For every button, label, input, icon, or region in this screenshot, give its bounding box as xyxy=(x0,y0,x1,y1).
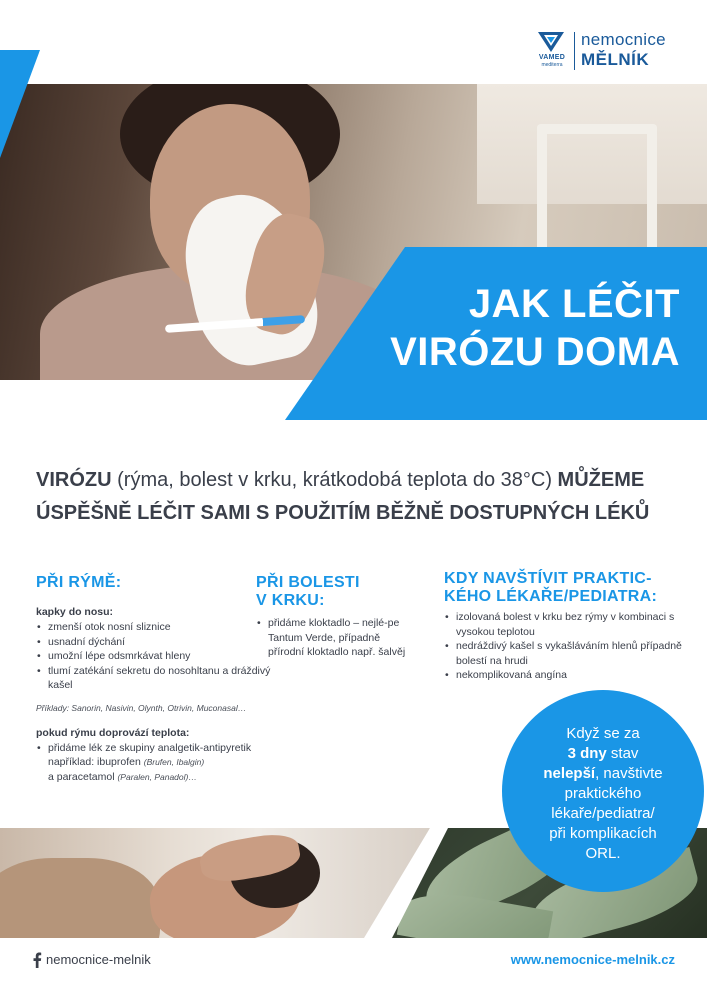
intro-bold-1: VIRÓZU xyxy=(36,469,112,491)
visit-doctor-list xyxy=(444,610,684,683)
list-item: • tlumí zatékání sekretu do nosohltanu a dráždivý kašel xyxy=(36,664,276,693)
nose-drops-list xyxy=(36,620,276,693)
fever-line-c-note: (Paralen, Panadol)… xyxy=(117,771,197,782)
list-item: • nekomplikovaná angína xyxy=(444,668,684,683)
vamed-logo-icon xyxy=(538,32,564,54)
list-item: • izolovaná bolest v krku bez rýmy v kombinaci s vysokou teplotou xyxy=(444,610,684,639)
hero-background-chair xyxy=(537,124,657,254)
page-title-line2: VIRÓZU DOMA xyxy=(390,330,680,374)
photo-blanket xyxy=(0,858,160,938)
callout-line3-rest: , navštivte xyxy=(595,765,663,782)
hospital-logo xyxy=(534,30,684,74)
callout-days: 3 dny xyxy=(567,745,607,762)
logo-brand-sub: mediterra xyxy=(541,62,563,68)
intro-normal: (rýma, bolest v krku, krátkodobá teplota do 38°C) xyxy=(111,469,558,491)
facebook-icon[interactable] xyxy=(32,952,42,968)
list-item: • usnadní dýchání xyxy=(36,635,276,650)
fever-list xyxy=(36,741,276,785)
callout-line4: praktického xyxy=(564,785,642,802)
page-title xyxy=(360,280,680,376)
intro-bold-2: MŮŽEME ÚSPĚŠNĚ LÉČIT SAMI S POUŽITÍM BĚŽNĚ DOSTUPNÝCH LÉKŮ xyxy=(36,469,650,524)
logo-divider xyxy=(574,32,575,70)
list-item: • umožní lépe odsmrkávat hleny xyxy=(36,649,276,664)
fever-subheading: pokud rýmu doprovází teplota: xyxy=(36,726,190,739)
section-heading-sore-throat xyxy=(256,574,416,610)
logo-brand: VAMED xyxy=(538,54,566,61)
examples-note: Příklady: Sanorin, Nasivin, Olynth, Otrivin, Muconasal… xyxy=(36,702,247,713)
heading-line1: KDY NAVŠTÍVIT PRAKTIC- xyxy=(444,570,652,587)
list-item: • zmenší otok nosní sliznice xyxy=(36,620,276,635)
list-item xyxy=(36,741,276,785)
list-item: • přidáme kloktadlo – nejlé-pe Tantum Verde, případně přírodní kloktadlo např. šalvěj xyxy=(256,616,416,660)
column-when-visit-doctor xyxy=(444,570,684,683)
callout-line5: lékaře/pediatra/ xyxy=(551,805,655,822)
callout-line7: ORL. xyxy=(585,845,621,862)
column-runny-nose xyxy=(36,574,276,784)
heading-line2: KÉHO LÉKAŘE/PEDIATRA: xyxy=(444,588,658,605)
fever-line-a: přidáme lék ze skupiny analgetik-antipyretik xyxy=(48,741,252,754)
callout-not-better: nelepší xyxy=(543,765,596,782)
logo-line1: nemocnice xyxy=(581,30,666,49)
callout-line3 xyxy=(514,764,692,784)
sore-throat-list xyxy=(256,616,416,660)
website-link[interactable]: www.nemocnice-melnik.cz xyxy=(510,952,675,967)
intro-text xyxy=(36,464,676,530)
section-heading-runny-nose: PŘI RÝMĚ: xyxy=(36,574,122,591)
list-item: • nedráždivý kašel s vykašláváním hlenů případně bolestí na hrudi xyxy=(444,639,684,668)
column-sore-throat xyxy=(256,574,416,660)
callout-line2-rest: stav xyxy=(606,745,639,762)
nose-drops-subheading: kapky do nosu: xyxy=(36,606,114,618)
fever-line-c: a paracetamol xyxy=(48,770,118,783)
page-title-line1: JAK LÉČIT xyxy=(468,282,680,326)
callout-text xyxy=(514,724,692,864)
section-heading-when-visit xyxy=(444,570,684,606)
heading-line2: V KRKU: xyxy=(256,592,325,609)
bottom-photo-sick-man xyxy=(0,828,430,938)
facebook-link[interactable]: nemocnice-melnik xyxy=(46,952,151,967)
callout-line2 xyxy=(514,744,692,764)
callout-line6: při komplikacích xyxy=(549,825,657,842)
logo-line2: MĚLNÍK xyxy=(581,50,650,69)
fever-line-b-note: (Brufen, Ibalgin) xyxy=(143,757,205,767)
fever-line-b: například: ibuprofen xyxy=(48,756,144,768)
heading-line1: PŘI BOLESTI xyxy=(256,574,360,591)
callout-line1: Když se za xyxy=(566,725,640,742)
